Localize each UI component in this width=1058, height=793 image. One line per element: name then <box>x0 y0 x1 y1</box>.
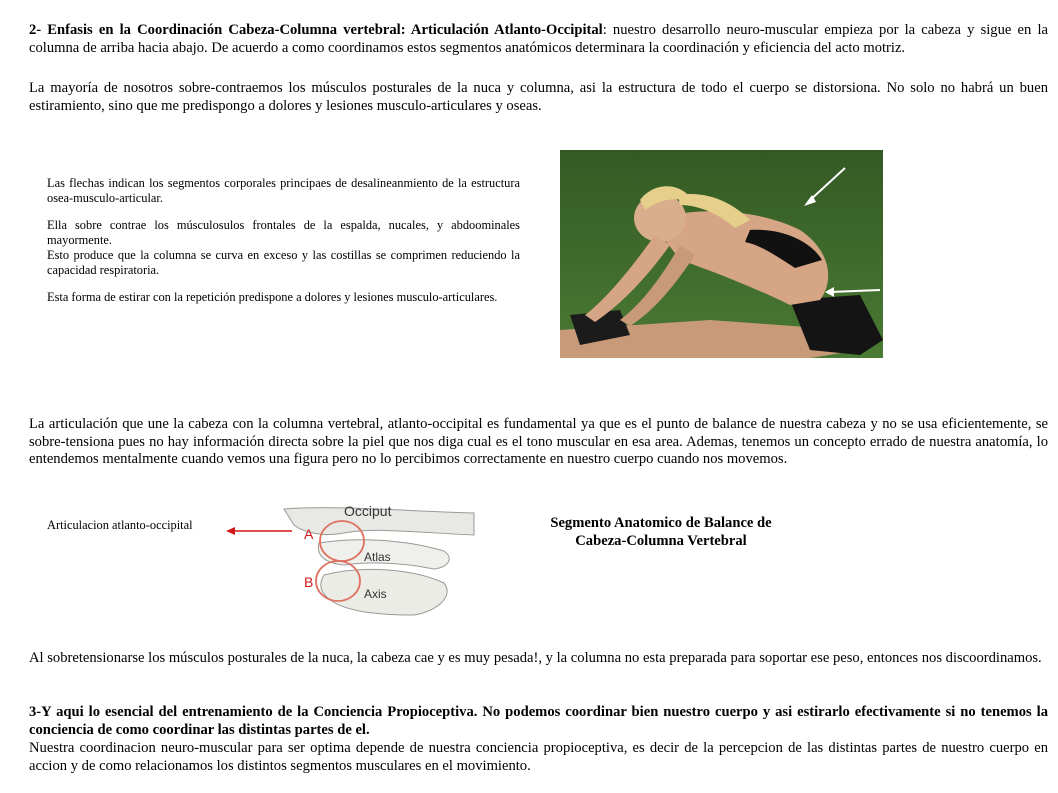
label-occiput: Occiput <box>344 503 392 519</box>
vertebra-illustration <box>224 503 476 621</box>
intro-heading: 2- Enfasis en la Coordinación Cabeza-Columna vertebral: Articulación Atlanto-Occipital <box>29 22 603 38</box>
proprioception-heading <box>29 704 1048 739</box>
stretching-photo <box>560 150 883 358</box>
intro-paragraph <box>29 22 1048 57</box>
note-3: Esto produce que la columna se curva en exceso y las costillas se comprimen reduciendo la capacidad respiratoria. <box>47 248 520 277</box>
label-b: B <box>304 574 314 590</box>
caption-line-1: Segmento Anatomico de Balance de <box>550 515 772 531</box>
figure-caption <box>518 514 804 550</box>
intro-paragraph-2: La mayoría de nosotros sobre-contraemos los músculos posturales de la nuca y columna, asi la estructura de todo el cuerpo se distorsiona. No solo no habrá un buen estiramiento, sino que me predispongo a dolores y lesiones musculo-articulares y oseas. <box>29 80 1048 114</box>
proprioception-heading-text: 3-Y aqui lo esencial del entrenamiento de la Conciencia Propioceptiva. No podemos coordinar bien nuestro cuerpo y asi estirarlo efectivamente si no tenemos la conciencia de como coordinar las distintas partes de el. <box>29 704 1048 738</box>
tension-paragraph: Al sobretensionarse los músculos posturales de la nuca, la cabeza cae y es muy pesada!, y la columna no esta preparada para soportar ese peso, entonces nos discoordinamos. <box>29 650 1042 666</box>
stretching-illustration <box>560 150 883 358</box>
label-axis: Axis <box>364 587 387 601</box>
label-atlas: Atlas <box>364 550 391 564</box>
anatomy-figure <box>224 503 476 621</box>
note-2: Ella sobre contrae los músculosulos frontales de la espalda, nucales, y abdoominales mayormente. <box>47 218 520 247</box>
caption-line-2: Cabeza-Columna Vertebral <box>575 533 747 549</box>
photo-notes <box>47 176 520 305</box>
note-1: Las flechas indican los segmentos corporales principaes de desalineanmiento de la estructura osea-musculo-articular. <box>47 176 520 205</box>
intro-text: : nuestro desarrollo neuro-muscular empieza por la cabeza y sigue en la columna de arriba hacia abajo. De acuerdo a como coordinamos estos segmentos anatómicos determinara la coordinación y eficiencia del acto motriz. <box>29 22 1048 56</box>
arrow-left-icon <box>226 527 235 535</box>
label-a: A <box>304 526 314 542</box>
coordination-paragraph: Nuestra coordinacion neuro-muscular para ser optima depende de nuestra conciencia propioceptiva, es decir de la percepcion de las distintas partes de nuestro cuerpo en accion y de como relacionamos los distintos segmentos musculares en el movimiento. <box>29 740 1048 774</box>
atlanto-paragraph: La articulación que une la cabeza con la columna vertebral, atlanto-occipital es fundamental ya que es el punto de balance de nuestra cabeza y no se usa eficientemente, se sobre-tensiona pues no hay información directa sobre la piel que nos diga cual es el tono muscular en esa area. Ademas, tenemos un concepto errado de nuestra anatomía, lo entendemos mentalmente cuando vemos una figura pero no lo percibimos correctamente en nuestro cuerpo cuando nos movemos. <box>29 416 1048 468</box>
note-4: Esta forma de estirar con la repetición predispone a dolores y lesiones musculo-articulares. <box>47 290 498 304</box>
atlanto-label: Articulacion atlanto-occipital <box>47 518 193 532</box>
